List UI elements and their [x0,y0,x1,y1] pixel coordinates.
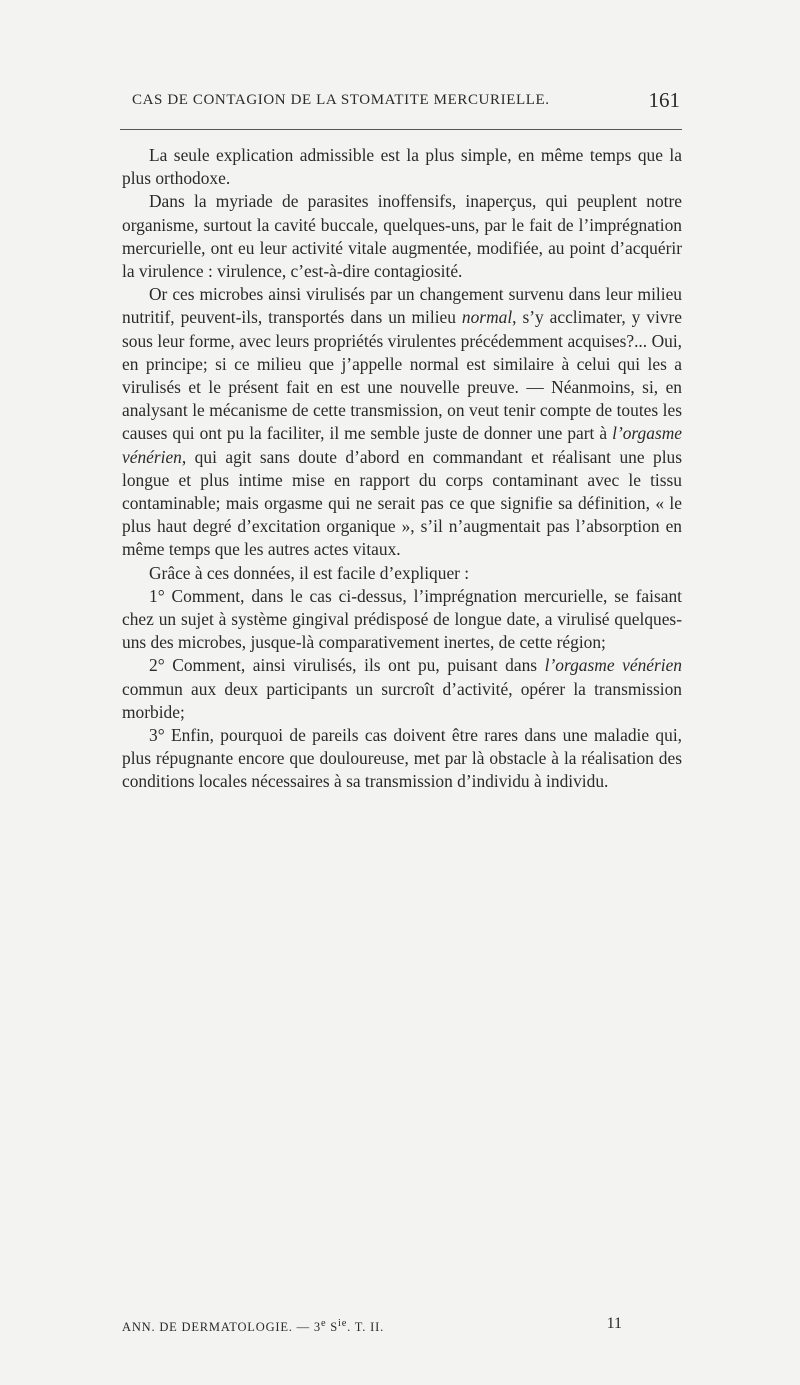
paragraph-4: Grâce à ces données, il est facile d’expliquer : [149,562,470,583]
emphasis-orgasme-venerien: l’orgasme vénérien [122,423,682,467]
paragraph-6-text-b: commun aux deux participants un surcroît d’activité, opérer la transmission morbide; [122,678,682,722]
body-text [122,144,682,794]
paragraph-3-text-b: , s’y acclimater, y vivre sous leur forme, avec leurs propriétés virulentes précédemment acquises?... Oui, en principe; si ce milieu que j’appelle normal est similaire à celui qui les a virulisés et le présent fait en est une nouvelle preuve. — Néanmoins, si, en analysant le mécanisme de cette transmission, on veut tenir compte de toutes les causes qui ont pu la faciliter, il me semble juste de donner une part à [122,307,682,444]
paragraph-3 [122,283,682,561]
running-title: CAS DE CONTAGION DE LA STOMATITE MERCURIELLE. [132,92,550,108]
paragraph-6-text-a: 2° Comment, ainsi virulisés, ils ont pu, puisant dans [149,655,545,676]
journal-sup-2: ie [338,1318,348,1329]
journal-text-c: . T. II. [347,1320,385,1335]
paragraph-3-text-c: , qui agit sans doute d’abord en commandant et réalisant une plus longue et plus intime mise en rapport du corps contaminant avec le tissu contaminable; mais orgasme qui ne serait pas ce que signifie sa définition, « le plus haut degré d’excitation organique », s’il n’augmentait pas l’absorption en même temps que les autres actes vitaux. [122,446,682,560]
journal-text-a: ANN. DE DERMATOLOGIE. — 3 [122,1320,321,1335]
emphasis-orgasme-venerien-2: l’orgasme vénérien [544,655,683,676]
paragraph-2: Dans la myriade de parasites inoffensifs, inaperçus, qui peuplent notre organisme, surtout la cavité buccale, quelques-uns, par le fait de l’imprégnation mercurielle, ont eu leur activité vitale augmentée, modifiée, au point d’acquérir la virulence : virulence, c’est-à-dire contagiosité. [122,191,682,282]
paragraph-1: La seule explication admissible est la plus simple, en même temps que la plus orthodoxe. [122,145,682,189]
signature-mark: 11 [606,1315,622,1332]
journal-signature [122,1318,384,1335]
paragraph-6 [122,654,682,724]
journal-sup-1: e [320,1318,327,1329]
paragraph-7: 3° Enfin, pourquoi de pareils cas doivent être rares dans une maladie qui, plus répugnante encore que douloureuse, met par là obstacle à la réalisation des conditions locales nécessaires à sa transmission d’individu à individu. [122,725,682,792]
emphasis-normal: normal [461,307,513,328]
header-rule [120,129,682,130]
paragraph-3-text-a: Or ces microbes ainsi virulisés par un changement survenu dans leur milieu nutritif, peuvent-ils, transportés dans un milieu [122,284,682,328]
page-number: 161 [648,88,680,112]
journal-text-b: S [326,1320,339,1335]
paragraph-5: 1° Comment, dans le cas ci-dessus, l’imprégnation mercurielle, se faisant chez un sujet à système gingival prédisposé de longue date, a virulisé quelques-uns des microbes, jusque-là comparativement inertes, de cette région; [122,585,682,653]
